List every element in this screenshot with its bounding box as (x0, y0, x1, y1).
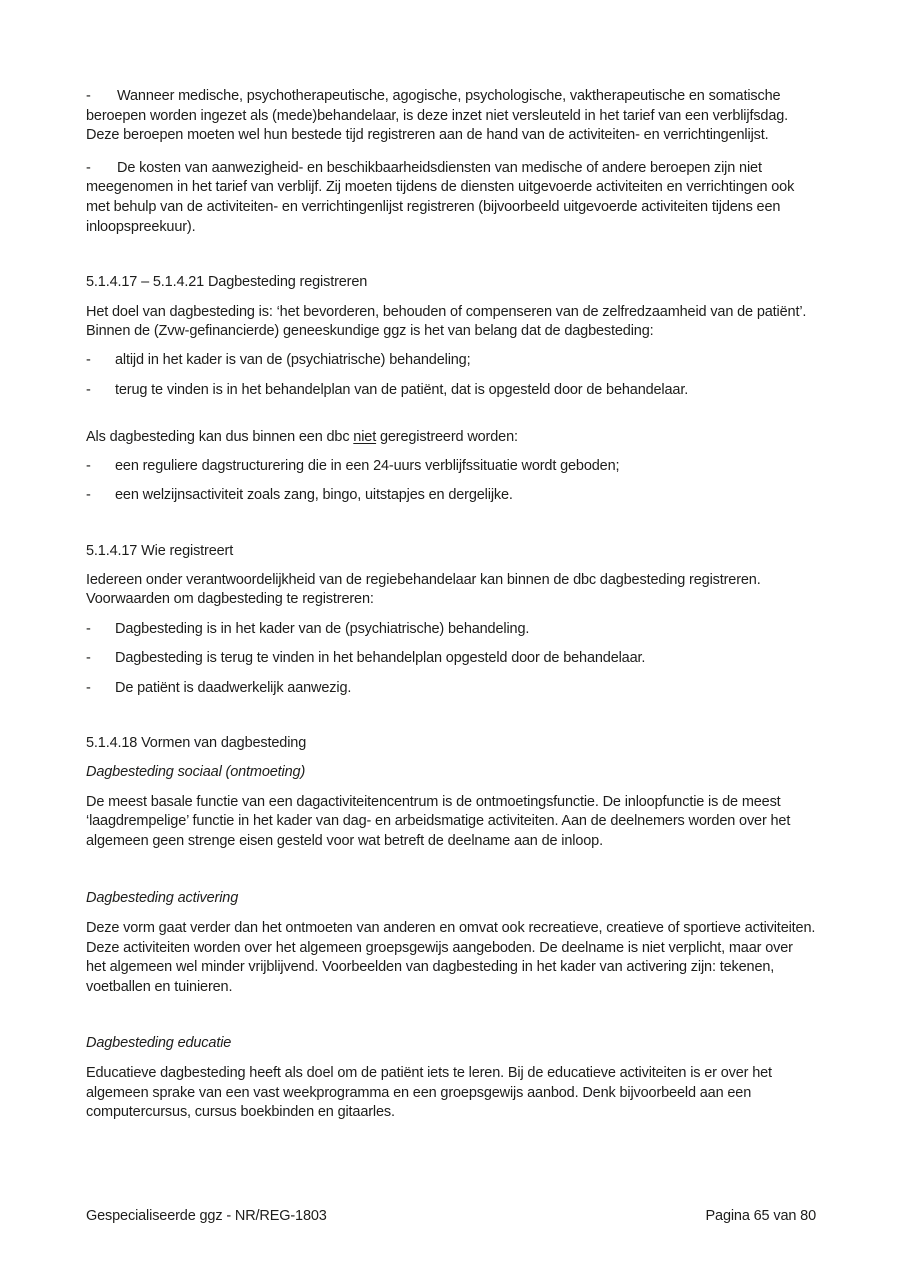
bullet-item (86, 649, 816, 669)
bullet-item (86, 486, 816, 506)
paragraph-sociaal: De meest basale functie van een dagactiviteitencentrum is de ontmoetingsfunctie. De inloopfunctie is de meest ‘laagdrempelige’ functie in het kader van dag- en arbeidsmatige activiteiten. Aan de deelnemers worden over het algemeen geen strenge eisen gesteld voor wat betreft de deelname aan de inloop. (86, 793, 791, 849)
paragraph-educatie: Educatieve dagbesteding heeft als doel om de patiënt iets te leren. Bij de educatieve activiteiten is er over het algemeen sprake van een vast weekprogramma en een groepsgewijs aanbod. Denk bijvoorbeeld aan een computercursus, cursus boekbinden en gitaarles. (86, 1065, 772, 1121)
paragraph-dbc-niet (86, 428, 816, 448)
paragraph-text: Wanneer medische, psychotherapeutische, agogische, psychologische, vaktherapeutische en somatische beroepen worden ingezet als (mede)behandelaar, is deze inzet niet versleuteld in het tarief van een verblijfsdag. Deze beroepen moeten wel hun bestede tijd registreren aan de hand van de activiteiten- en verrichtingenlijst. (86, 88, 789, 144)
bullet-dash: - (86, 620, 91, 637)
page-content (86, 87, 816, 1123)
section-heading-vormen-dagbesteding: 5.1.4.18 Vormen van dagbesteding (86, 735, 307, 752)
subsection-title-activering: Dagbesteding activering (86, 890, 239, 907)
bullet-item (86, 381, 816, 401)
paragraph-text: Als dagbesteding kan dus binnen een dbc (86, 429, 354, 446)
paragraph-text: geregistreerd worden: (376, 429, 518, 446)
section-heading-dagbesteding-registreren: 5.1.4.17 – 5.1.4.21 Dagbesteding registreren (86, 274, 368, 291)
bullet-dash: - (86, 159, 91, 176)
underlined-word: niet (353, 429, 377, 446)
bullet-item (86, 620, 816, 640)
bullet-text: De patiënt is daadwerkelijk aanwezig. (115, 679, 352, 696)
bullet-dash: - (86, 487, 91, 504)
bullet-dash: - (86, 88, 91, 104)
bullet-text: Dagbesteding is terug te vinden in het behandelplan opgesteld door de behandelaar. (115, 650, 646, 667)
subsection-title-educatie: Dagbesteding educatie (86, 1035, 232, 1052)
bullet-item (86, 679, 816, 699)
page-footer (86, 1207, 816, 1227)
bullet-dash: - (86, 457, 91, 474)
bullet-text: een welzijnsactiviteit zoals zang, bingo, uitstapjes en dergelijke. (115, 487, 513, 504)
bullet-dash: - (86, 650, 91, 667)
paragraph-text: De kosten van aanwezigheid- en beschikbaarheidsdiensten van medische of andere beroepen zijn niet meegenomen in het tarief van verblijf. Zij moeten tijdens de diensten uitgevoerde activiteiten en verrichtingen ook met behulp van de activiteiten- en verrichtingenlijst registreren (bijvoorbeeld uitgevoerde activiteiten tijdens een inloopspreekuur). (86, 159, 795, 235)
footer-document-title: Gespecialiseerde ggz - NR/REG-1803 (86, 1208, 327, 1224)
paragraph-bullet-kosten-diensten (86, 159, 816, 237)
bullet-dash: - (86, 381, 91, 398)
bullet-text: een reguliere dagstructurering die in een 24-uurs verblijfssituatie wordt geboden; (115, 457, 620, 474)
bullet-dash: - (86, 351, 91, 368)
section-heading-wie-registreert: 5.1.4.17 Wie registreert (86, 542, 234, 559)
bullet-item (86, 351, 816, 371)
paragraph-wie-registreert: Iedereen onder verantwoordelijkheid van de regiebehandelaar kan binnen de dbc dagbesteding registreren. Voorwaarden om dagbesteding te registreren: (86, 571, 761, 608)
footer-page-number: Pagina 65 van 80 (705, 1208, 816, 1224)
paragraph-doel-dagbesteding: Het doel van dagbesteding is: ‘het bevorderen, behouden of compenseren van de zelfredzaamheid van de patiënt’. Binnen de (Zvw-gefinancierde) geneeskundige ggz is het van belang dat de dagbesteding: (86, 303, 807, 340)
bullet-dash: - (86, 679, 91, 696)
bullet-item (86, 457, 816, 477)
paragraph-bullet-medische-beroepen (86, 87, 816, 146)
paragraph-activering: Deze vorm gaat verder dan het ontmoeten van anderen en omvat ook recreatieve, creatieve of sportieve activiteiten. Deze activiteiten worden over het algemeen groepsgewijs aangeboden. De deelname is niet verplicht, maar over het algemeen wel minder vrijblijvend. Voorbeelden van dagbesteding in het kader van activering zijn: tekenen, voetballen en tuinieren. (86, 920, 816, 995)
subsection-title-sociaal: Dagbesteding sociaal (ontmoeting) (86, 764, 306, 781)
bullet-text: altijd in het kader is van de (psychiatrische) behandeling; (115, 351, 471, 368)
bullet-text: Dagbesteding is in het kader van de (psychiatrische) behandeling. (115, 620, 530, 637)
bullet-text: terug te vinden is in het behandelplan van de patiënt, dat is opgesteld door de behandelaar. (115, 381, 689, 398)
